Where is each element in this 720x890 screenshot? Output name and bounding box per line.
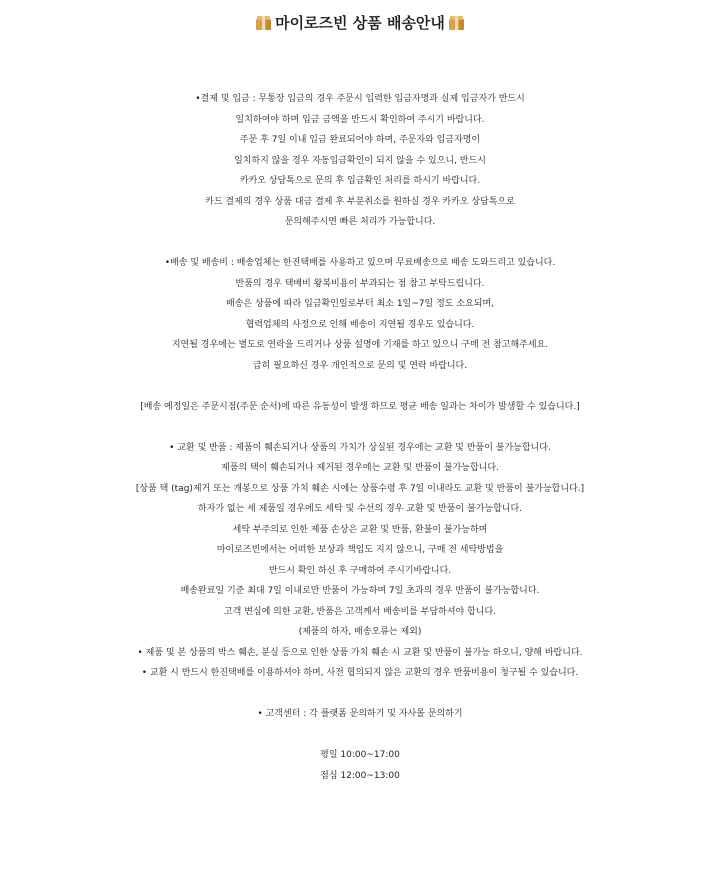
exchange-line: (제품의 하자, 배송오류는 제외) [298,627,422,637]
shipping-line: 반품의 경우 택배비 왕복비용이 부과되는 점 참고 부탁드립니다. [235,278,485,289]
payment-line: •결제 및 입금 : 무통장 입금의 경우 주문시 입력한 입금자명과 실제 입금자가 반드시 [195,94,525,104]
page-title [0,10,720,36]
lunch-hours: 점심 12:00~13:00 [320,770,400,781]
customer-center-line: • 고객센터 : 각 플랫폼 문의하기 및 자사몰 문의하기 [257,709,463,719]
title-text: 마이로즈빈 상품 배송안내 [275,14,445,32]
shipping-section [0,253,720,376]
spacer [0,684,720,705]
shipping-line: 협력업체의 사정으로 인해 배송이 지연될 경우도 있습니다. [245,319,475,330]
payment-section [0,89,720,233]
exchange-line: 세탁 부주의로 인한 제품 손상은 교환 및 반품, 환불이 불가능하며 [232,524,488,535]
shipping-line: 급히 필요하신 경우 개인적으로 문의 및 연락 바랍니다. [252,360,468,371]
shipping-line: •배송 및 배송비 : 배송업체는 한진택배를 사용하고 있으며 무료배송으로 배송 도와드리고 있습니다. [164,258,556,268]
payment-line: 카카오 상담톡으로 문의 후 입금확인 처리를 하시기 바랍니다. [239,176,481,186]
spacer [0,725,720,746]
spacer [0,376,720,397]
guide-content [0,89,720,786]
exchange-line: 마이로즈빈에서는 어떠한 보상과 책임도 지지 않으니, 구매 전 세탁방법을 [216,545,504,555]
exchange-line: • 교환 및 반품 : 제품이 훼손되거나 상품의 가치가 상실된 경우에는 교환 및 반품이 불가능합니다. [169,442,551,453]
payment-line: 일치하여야 하며 입금 금액을 반드시 확인하여 주시기 바랍니다. [235,114,485,125]
exchange-line: 고객 변심에 의한 교환, 반품은 고객께서 배송비를 부담하셔야 합니다. [223,606,497,617]
payment-line: 일치하지 않을 경우 자동입금확인이 되지 않을 수 있으니, 반드시 [234,155,486,166]
spacer [0,233,720,254]
exchange-line: • 제품 및 본 상품의 박스 훼손, 분실 등으로 인한 상품 가치 훼손 시 교환 및 반품이 불가능 하오니, 양해 바랍니다. [137,647,583,658]
exchange-line: 배송완료일 기준 최대 7일 이내로만 반품이 가능하며 7일 초과의 경우 반품이 불가능합니다. [180,586,540,596]
spacer [0,417,720,438]
payment-line: 카드 결제의 경우 상품 대금 결제 후 부분취소를 원하실 경우 카카오 상담톡으로 [205,196,515,207]
exchange-line: 제품의 택이 훼손되거나 제거된 경우에는 교환 및 반품이 불가능합니다. [221,463,499,473]
exchange-section [0,438,720,684]
schedule-notice: [배송 예정일은 주문시점(주문 순서)에 따른 유동성이 발생 하므로 평균 배송 일과는 차이가 발생할 수 있습니다.] [140,401,580,412]
business-hours [0,745,720,786]
package-icon [256,16,271,30]
exchange-line: 반드시 확인 하신 후 구매하여 주시기바랍니다. [268,565,452,576]
shipping-line: 배송은 상품에 따라 입금확인일로부터 최소 1일~7일 정도 소요되며, [226,299,494,309]
exchange-line: • 교환 시 반드시 한진택배를 이용하셔야 하며, 사전 협의되지 않은 교환의 경우 반품비용이 청구될 수 있습니다. [141,668,579,678]
package-icon [449,16,464,30]
weekday-hours: 평일 10:00~17:00 [320,750,400,760]
shipping-line: 지연될 경우에는 별도로 연락을 드리거나 상품 설명에 기재를 하고 있으니 구매 전 참고해주세요. [171,340,549,350]
exchange-line: [상품 택 (tag)제거 또는 개봉으로 상품 가치 훼손 시에는 상품수령 후 7일 이내라도 교환 및 반품이 불가능합니다.] [135,483,585,494]
exchange-line: 하자가 없는 세 제품일 경우에도 세탁 및 수선의 경우 교환 및 반품이 불가능합니다. [197,504,523,514]
payment-line: 주문 후 7일 이내 입금 완료되어야 하며, 주문자와 입금자명이 [239,135,481,145]
payment-line: 문의해주시면 빠른 처리가 가능합니다. [284,217,436,227]
